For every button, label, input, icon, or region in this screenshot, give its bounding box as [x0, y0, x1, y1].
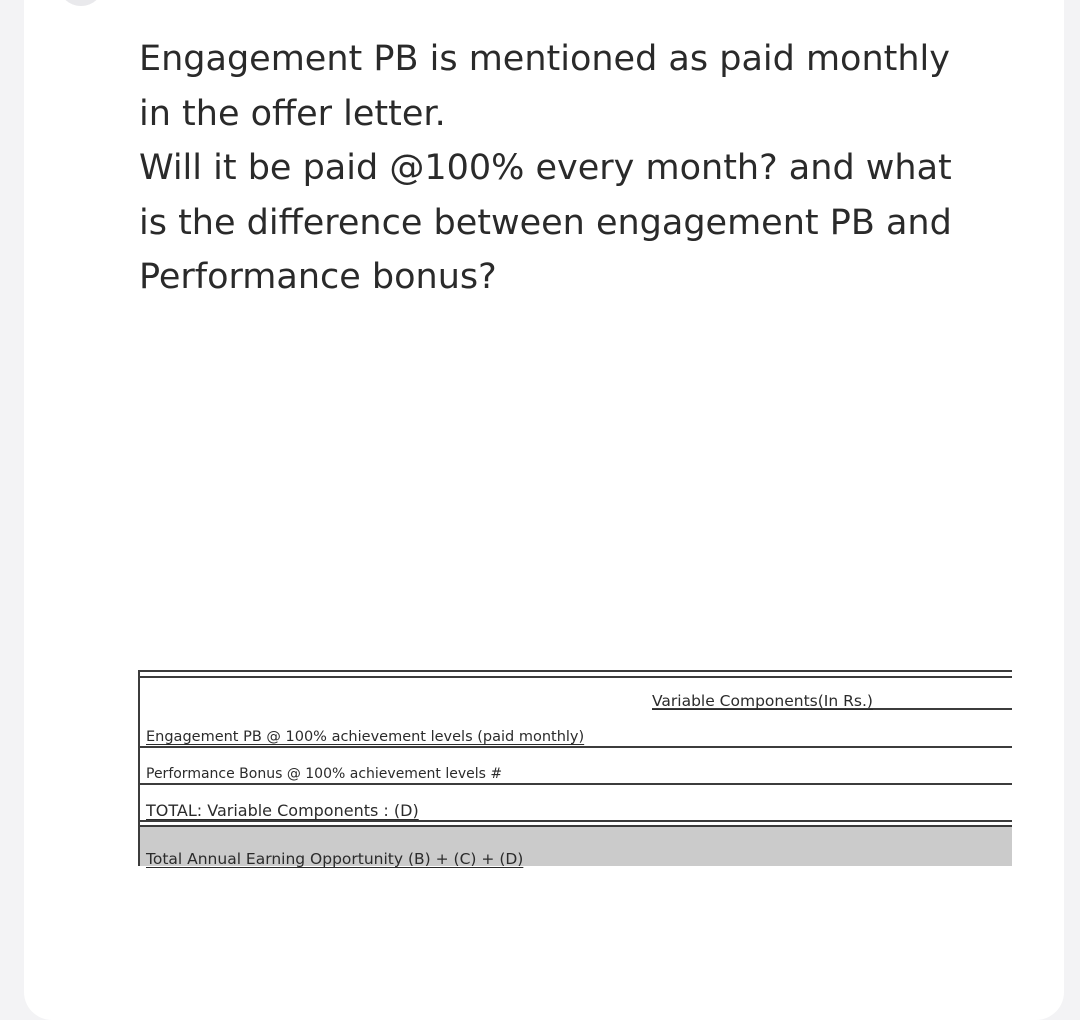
question-line: in the offer letter.: [139, 93, 446, 134]
row-separator: [138, 820, 1012, 822]
question-text: [139, 32, 1039, 305]
table-border-left: [138, 670, 140, 866]
question-line: is the difference between engagement PB and: [139, 202, 952, 243]
row-performance-bonus: Performance Bonus @ 100% achievement levels #: [146, 766, 503, 782]
question-line: Performance bonus?: [139, 257, 497, 297]
question-line: Engagement PB is mentioned as paid monthly: [139, 39, 950, 79]
question-line: Will it be paid @100% every month? and what: [139, 148, 952, 188]
table-border-top: [138, 670, 1012, 672]
table-header-variable-components: Variable Components(In Rs.): [652, 692, 873, 710]
row-separator-double: [138, 825, 1012, 827]
row-total-annual-earning: Total Annual Earning Opportunity (B) + (C) + (D): [146, 850, 524, 868]
row-separator: [138, 783, 1012, 785]
row-separator: [138, 746, 1012, 748]
row-engagement-pb: Engagement PB @ 100% achievement levels (paid monthly): [146, 729, 585, 745]
offer-letter-image[interactable]: [138, 670, 1012, 866]
table-border-top-inner: [138, 676, 1012, 678]
row-total-variable: TOTAL: Variable Components : (D): [146, 801, 419, 820]
